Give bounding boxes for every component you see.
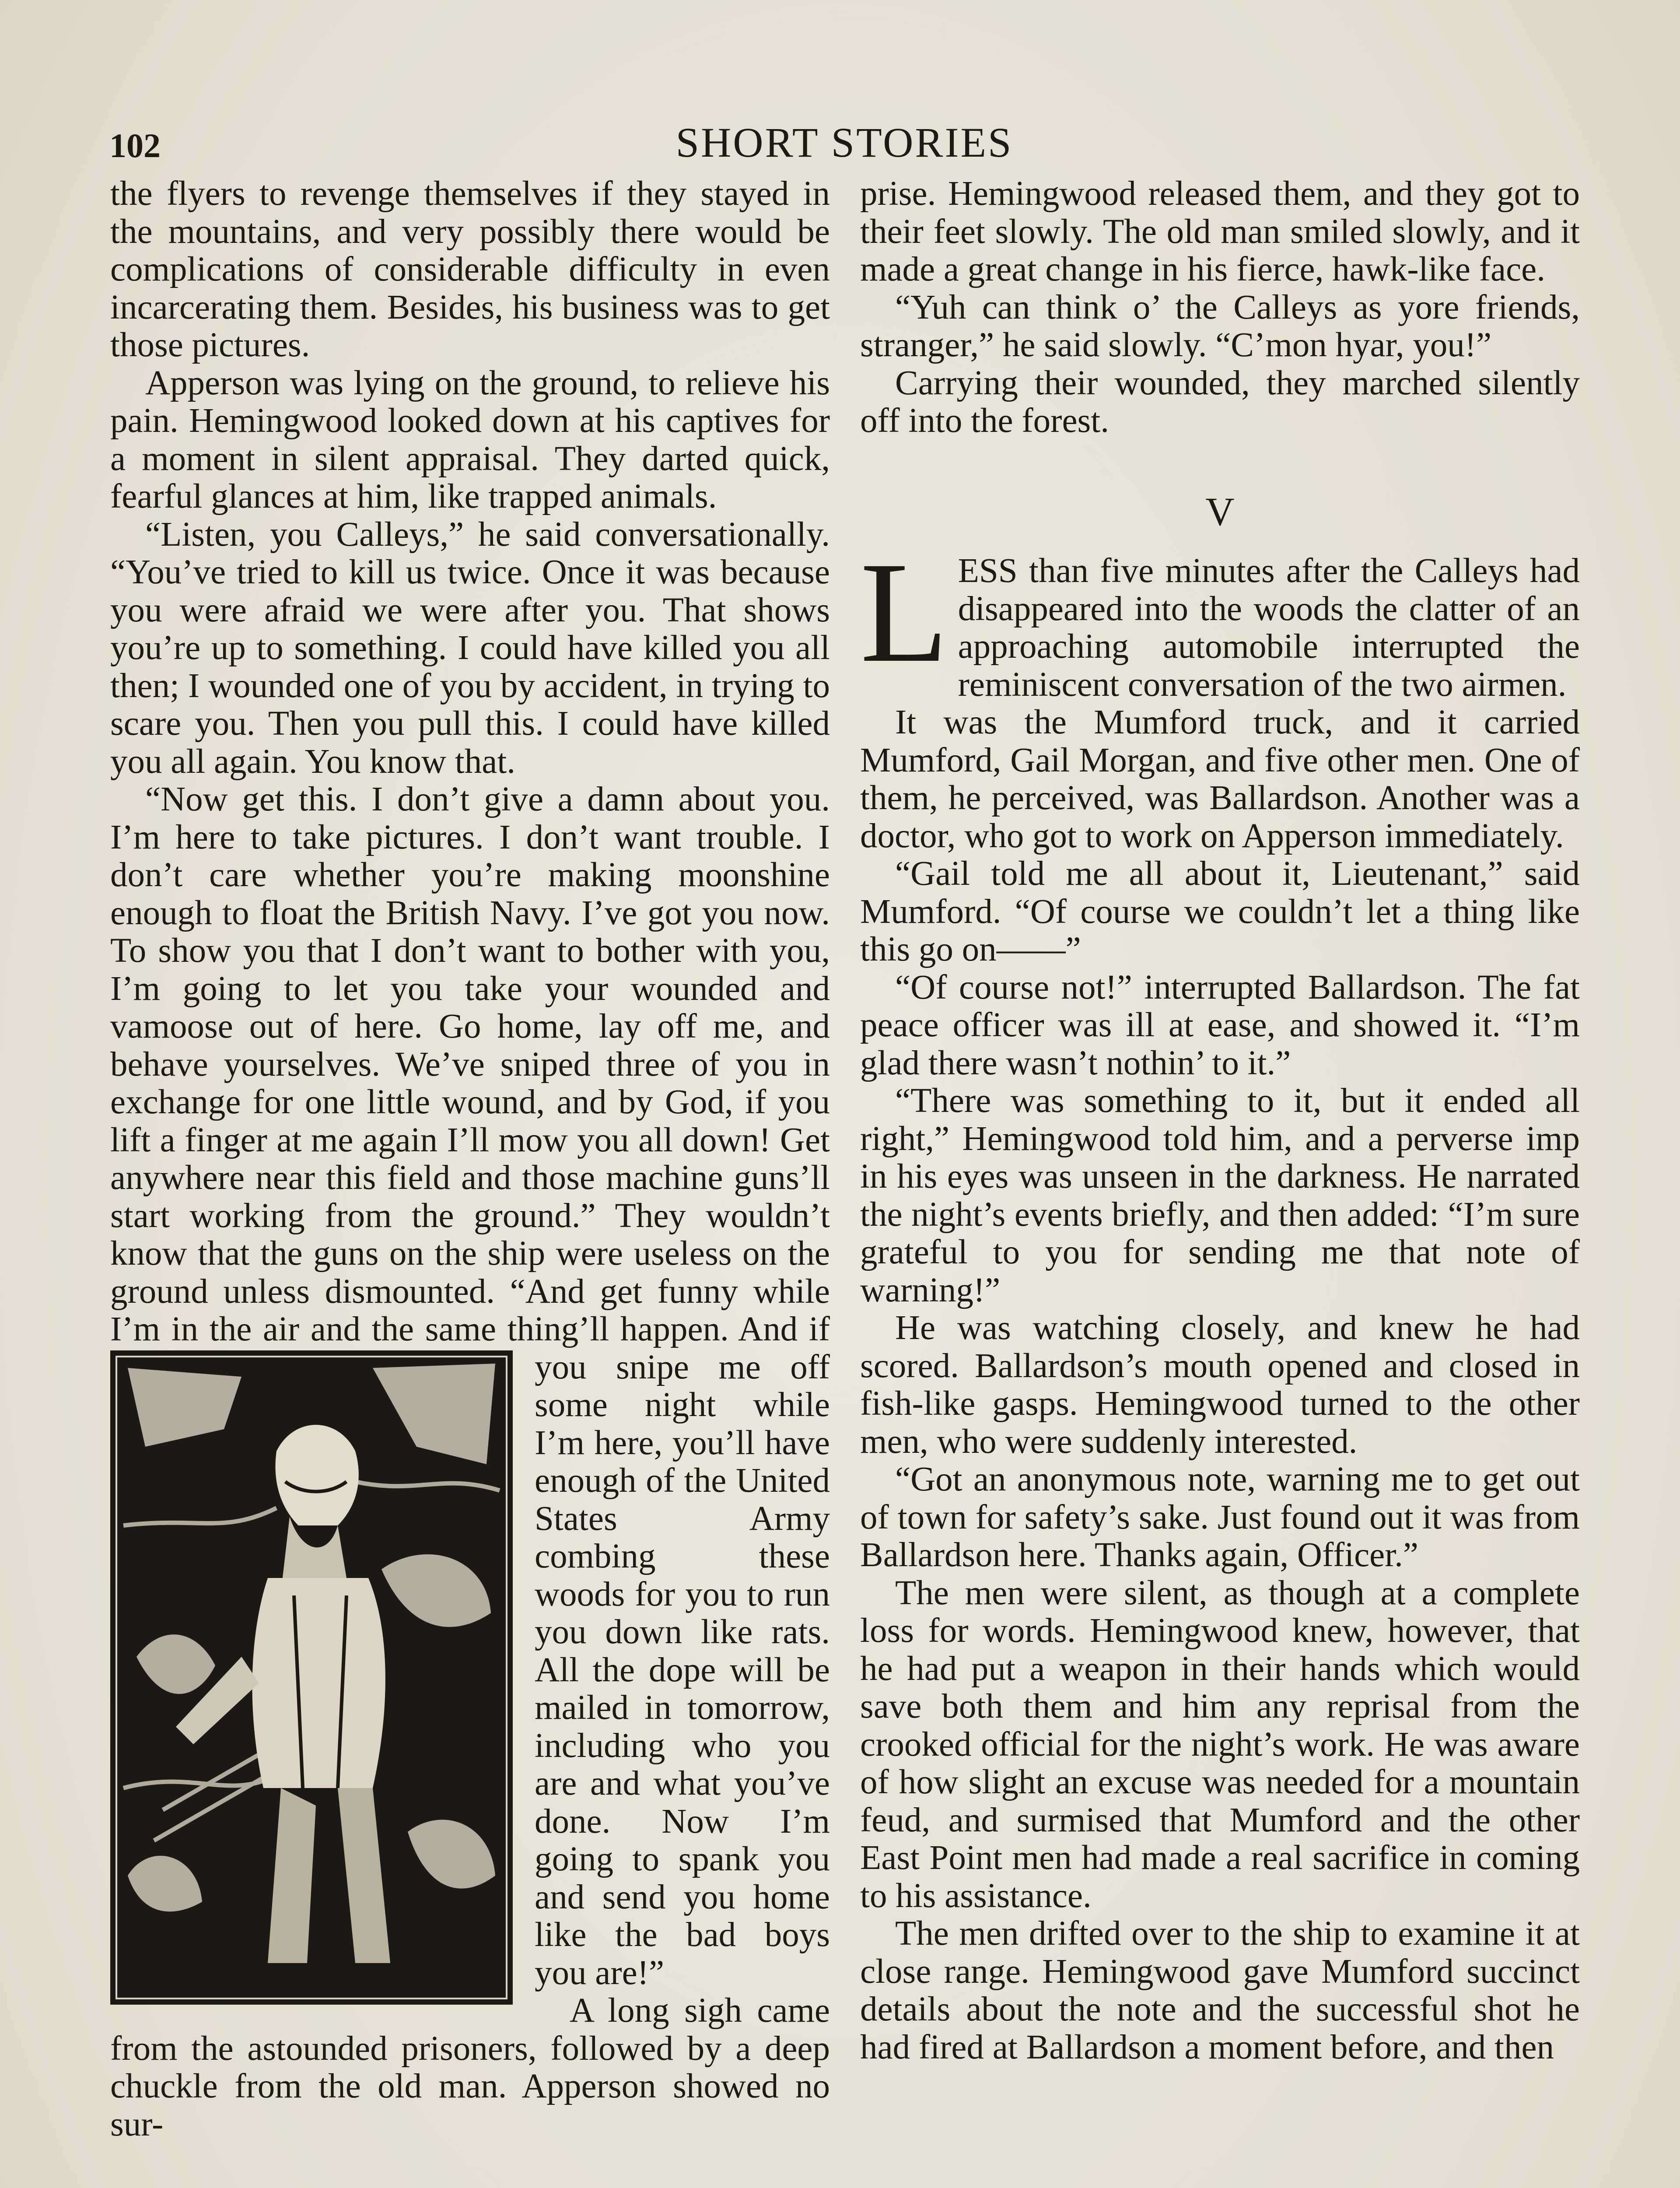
paragraph: Apperson was lying on the ground, to relieve his pain. Hemingwood looked down at his captives for a moment in silent appraisal. They darted quick, fearful glances at him, like trapped animals. [110, 364, 830, 515]
section-opening-paragraph [860, 533, 1580, 704]
section-numeral: V [1205, 489, 1235, 534]
paragraph: “Of course not!” interrupted Ballardson. The fat peace officer was ill at ease, and showed it. “I’m glad there wasn’t nothin’ to it.” [860, 968, 1580, 1082]
paragraph: He was watching closely, and knew he had scored. Ballardson’s mouth opened and closed in fish-like gasps. Hemingwood turned to the other men, who were suddenly interested. [860, 1309, 1580, 1461]
left-column [110, 175, 830, 2143]
page-header [109, 118, 1579, 171]
paragraph: “Listen, you Calleys,” he said conversationally. “You’ve tried to kill us twice. Once it was because you were afraid we were after you. That shows you’re up to something. I could have killed you all then; I wounded one of you by accident, in trying to scare you. Then you pull this. I could have killed you all again. You know that. [110, 515, 830, 781]
paragraph: prise. Hemingwood released them, and they got to their feet slowly. The old man smiled slowly, and it made a great change in his fierce, hawk-like face. [860, 175, 1580, 288]
paragraph: “Yuh can think o’ the Calleys as yore friends, stranger,” he said slowly. “C’mon hyar, you!” [860, 288, 1580, 364]
running-title: SHORT STORIES [676, 119, 1013, 166]
paragraph: A long sigh came from the astounded prisoners, followed by a deep chuckle from the old man. Apperson showed no sur- [110, 1992, 830, 2143]
paragraph: The men drifted over to the ship to examine it at close range. Hemingwood gave Mumford succinct details about the note and the successful shot he had fired at Ballardson a moment before, and then [860, 1914, 1580, 2066]
paragraph: The men were silent, as though at a complete loss for words. Hemingwood knew, however, that he had put a weapon in their hands which would save both them and him any reprisal from the crooked official for the night’s work. He was aware of how slight an excuse was needed for a mountain feud, and surmised that Mumford and the other East Point men had made a real sacrifice in coming to his assistance. [860, 1574, 1580, 1915]
paragraph: “Got an anonymous note, warning me to get out of town for safety’s sake. Just found out it was from Ballardson here. Thanks again, Officer.” [860, 1460, 1580, 1574]
right-column [860, 175, 1580, 2066]
paragraph-text: ESS than five minutes after the Calleys had disappeared into the woods the clatter of an approaching automobile interrupted the reminiscent conversation of the two airmen. [958, 552, 1580, 704]
paragraph: It was the Mumford truck, and it carried Mumford, Gail Morgan, and five other men. One of them, he perceived, was Ballardson. Another was a doctor, who got to work on Apperson immediately. [860, 703, 1580, 855]
paragraph: Carrying their wounded, they marched silently off into the forest. [860, 364, 1580, 440]
page-number: 102 [109, 126, 161, 165]
paragraph: the flyers to revenge themselves if they stayed in the mountains, and very possibly there would be complications of considerable difficulty in even incarcerating them. Besides, his business was to get those pictures. [110, 175, 830, 364]
paragraph: “Gail told me all about it, Lieutenant,” said Mumford. “Of course we couldn’t let a thing like this go on——” [860, 855, 1580, 968]
paragraph: “Now get this. I don’t give a damn about you. I’m here to take pictures. I don’t want trouble. I don’t care whether you’re making moonshine enough to float the British Navy. I’ve got you now. To show you that I don’t want to bother with you, I’m going to let you take your wounded and vamoose out of here. Go home, lay off me, and behave yourselves. We’ve sniped three of you in exchange for one little wound, and by God, if you lift a finger at me again I’ll mow you all down! Get anywhere near this field and those machine guns’ll start working from the ground.” They wouldn’t know that the guns on the ship were useless on the ground unless dismounted. “And get funny while I’m in the air and the same thing’ll happen. And if you snipe me off some night while I’m here, you’ll have enough of the United States Army combing these woods for you to run you down like rats. All the dope will be mailed in tomorrow, including who you are and what you’ve done. Now I’m going to spank you and send you home like the bad boys you are!” [110, 781, 830, 1992]
paragraph: “There was something to it, but it ended all right,” Hemingwood told him, and a perverse imp in his eyes was unseen in the darkness. He narrated the night’s events briefly, and then added: “I’m sure grateful to you for sending me that note of warning!” [860, 1082, 1580, 1309]
woodcut-illustration [110, 1350, 513, 2005]
mountaineer-illustration-graphic [110, 1350, 513, 2005]
drop-cap: L [860, 533, 948, 692]
